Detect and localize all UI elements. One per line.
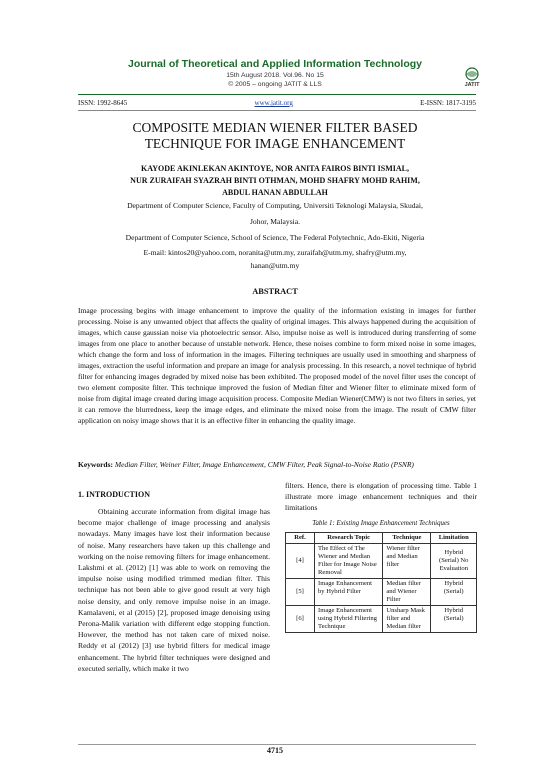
journal-url[interactable]: www.jatit.org (254, 99, 293, 107)
intro-left-column: Obtaining accurate information from digital image has become major challenge of image processing and analysis nowadays. Many images have lost their information because of noise. Many researchers have taken up this challenge and working on the noise removing filters for image enhancement. Lakshmi et al. (2012) [1] was able to work on removing the impulse noise using modified trimmed median filter. This technique has not been able to give good result at very high noise density, and only remove impulse noise in an image. Kamalaveni, et al (2015) [2], proposed image denoising using Perona-Malik variation with different edge stopping function. However, the method has not taken care of mixed noise. Reddy et al (2012) [3] use hybrid filters for medical image enhancement. The hybrid filter techniques were designed and executed serially, which make it two (78, 507, 270, 673)
table-cell: Image Enhancement using Hybrid Filtering Technique (315, 606, 383, 633)
keywords-list: Median Filter, Weiner Filter, Image Enhancement, CMW Filter, Peak Signal-to-Noise Ratio (PSNR) (114, 460, 414, 469)
issn-row (78, 99, 476, 107)
email-line-2: hanan@utm.my (250, 261, 300, 270)
table-header: Research Topic (315, 533, 383, 544)
table-caption: Table 1: Existing Image Enhancement Techniques (312, 520, 450, 527)
keywords (78, 460, 476, 471)
authors-line-2: NUR ZURAIFAH SYAZRAH BINTI OTHMAN, MOHD SHAFRY MOHD RAHIM, (130, 176, 420, 185)
table-cell: [6] (286, 606, 315, 633)
table-cell: Image Enhancement by Hybrid Filter (315, 579, 383, 606)
enhancement-table (285, 532, 477, 633)
issn: ISSN: 1992-8645 (78, 99, 128, 107)
section-heading-introduction: 1. INTRODUCTION (78, 490, 151, 499)
authors-line-3: ABDUL HANAN ABDULLAH (222, 188, 328, 197)
table-cell: The Effect of The Wiener and Median Filter for Image Noise Removal (315, 544, 383, 579)
page-number: 4715 (267, 746, 283, 755)
table-cell: Unsharp Mask filter and Median filter (383, 606, 431, 633)
table-row (286, 544, 477, 579)
header-divider (78, 94, 476, 95)
email-line-1: E-mail: kintos20@yahoo.com, noranita@utm.my, zuraifah@utm.my, shafry@utm.my, (143, 248, 407, 257)
eissn: E-ISSN: 1817-3195 (420, 99, 476, 107)
jatit-logo (455, 66, 489, 88)
table-cell: Wiener filter and Median filter (383, 544, 431, 579)
header-divider-2 (78, 110, 476, 111)
journal-title: Journal of Theoretical and Applied Information Technology (127, 58, 422, 70)
abstract-body: Image processing begins with image enhancement to improve the quality of the information existing in images for further processing. Noise is any unwanted object that affects the quality of original images. This always happened during the acquisition of images, which cause gaussian noise via photoelectric sensor. Also, impulse noise as well is introduced during transferring of some images from one place to another because of unstable network. Hence, these noises combine to form mixed noise in some images, which change the form and loss of information in the images. Filtering techniques are usually used in smoothing and sharpness of images, extraction the useful information and prepare an image for analysis processing. In this research, a novel technique of hybrid filter for enhancing images degraded by mixed noise has been exhibited. The proposed model of the novel filter uses the concept of two element composite filter. This technique improved the fusion of Median filter and Wiener filter to eliminate mixed form of noise from digital image created during image acquisition process. Composite Median Wiener(CMW) is not two filters in series, yet it can remove the blurredness, keep the image edges, and eliminate the mixed noise from the image. The result of CMW filter application on noisy image shows that it is an effective filter in enhancing the quality image. (78, 306, 476, 425)
keywords-label: Keywords: (78, 460, 113, 469)
table-cell: Hybrid (Serial) No Evaluation (431, 544, 477, 579)
table-header: Technique (383, 533, 431, 544)
table-header: Limitation (431, 533, 477, 544)
affiliation-1b: Johor, Malaysia. (249, 217, 301, 226)
table-row (286, 606, 477, 633)
paper-title (0, 120, 550, 152)
title-line-1: COMPOSITE MEDIAN WIENER FILTER BASED (132, 120, 418, 135)
table-cell: [4] (286, 544, 315, 579)
table-cell: Median filter and Wiener Filter (383, 579, 431, 606)
affiliation-2: Department of Computer Science, School of Science, The Federal Polytechnic, Ado-Ekiti, Nigeria (125, 233, 425, 242)
table-cell: [5] (286, 579, 315, 606)
abstract-heading: ABSTRACT (252, 287, 298, 296)
table-cell: Hybrid (Serial) (431, 606, 477, 633)
table-header: Ref. (286, 533, 315, 544)
table-header-row (286, 533, 477, 544)
affiliation-1: Department of Computer Science, Faculty of Computing, Universiti Teknologi Malaysia, Skudai, (127, 201, 423, 210)
logo-text: JATIT (464, 82, 480, 88)
table-cell: Hybrid (Serial) (431, 579, 477, 606)
intro-right-column: filters. Hence, there is elongation of processing time. Table 1 illustrate more image enhancement techniques and their limitations (285, 481, 477, 513)
table-row (286, 579, 477, 606)
copyright: © 2005 – ongoing JATIT & LLS (228, 81, 322, 88)
footer-divider (78, 744, 476, 745)
title-line-2: TECHNIQUE FOR IMAGE ENHANCEMENT (144, 136, 406, 151)
issue-info: 15th August 2018. Vol.96. No 15 (226, 72, 324, 79)
authors-line-1: KAYODE AKINLEKAN AKINTOYE, NOR ANITA FAIROS BINTI ISMIAL, (141, 164, 409, 173)
